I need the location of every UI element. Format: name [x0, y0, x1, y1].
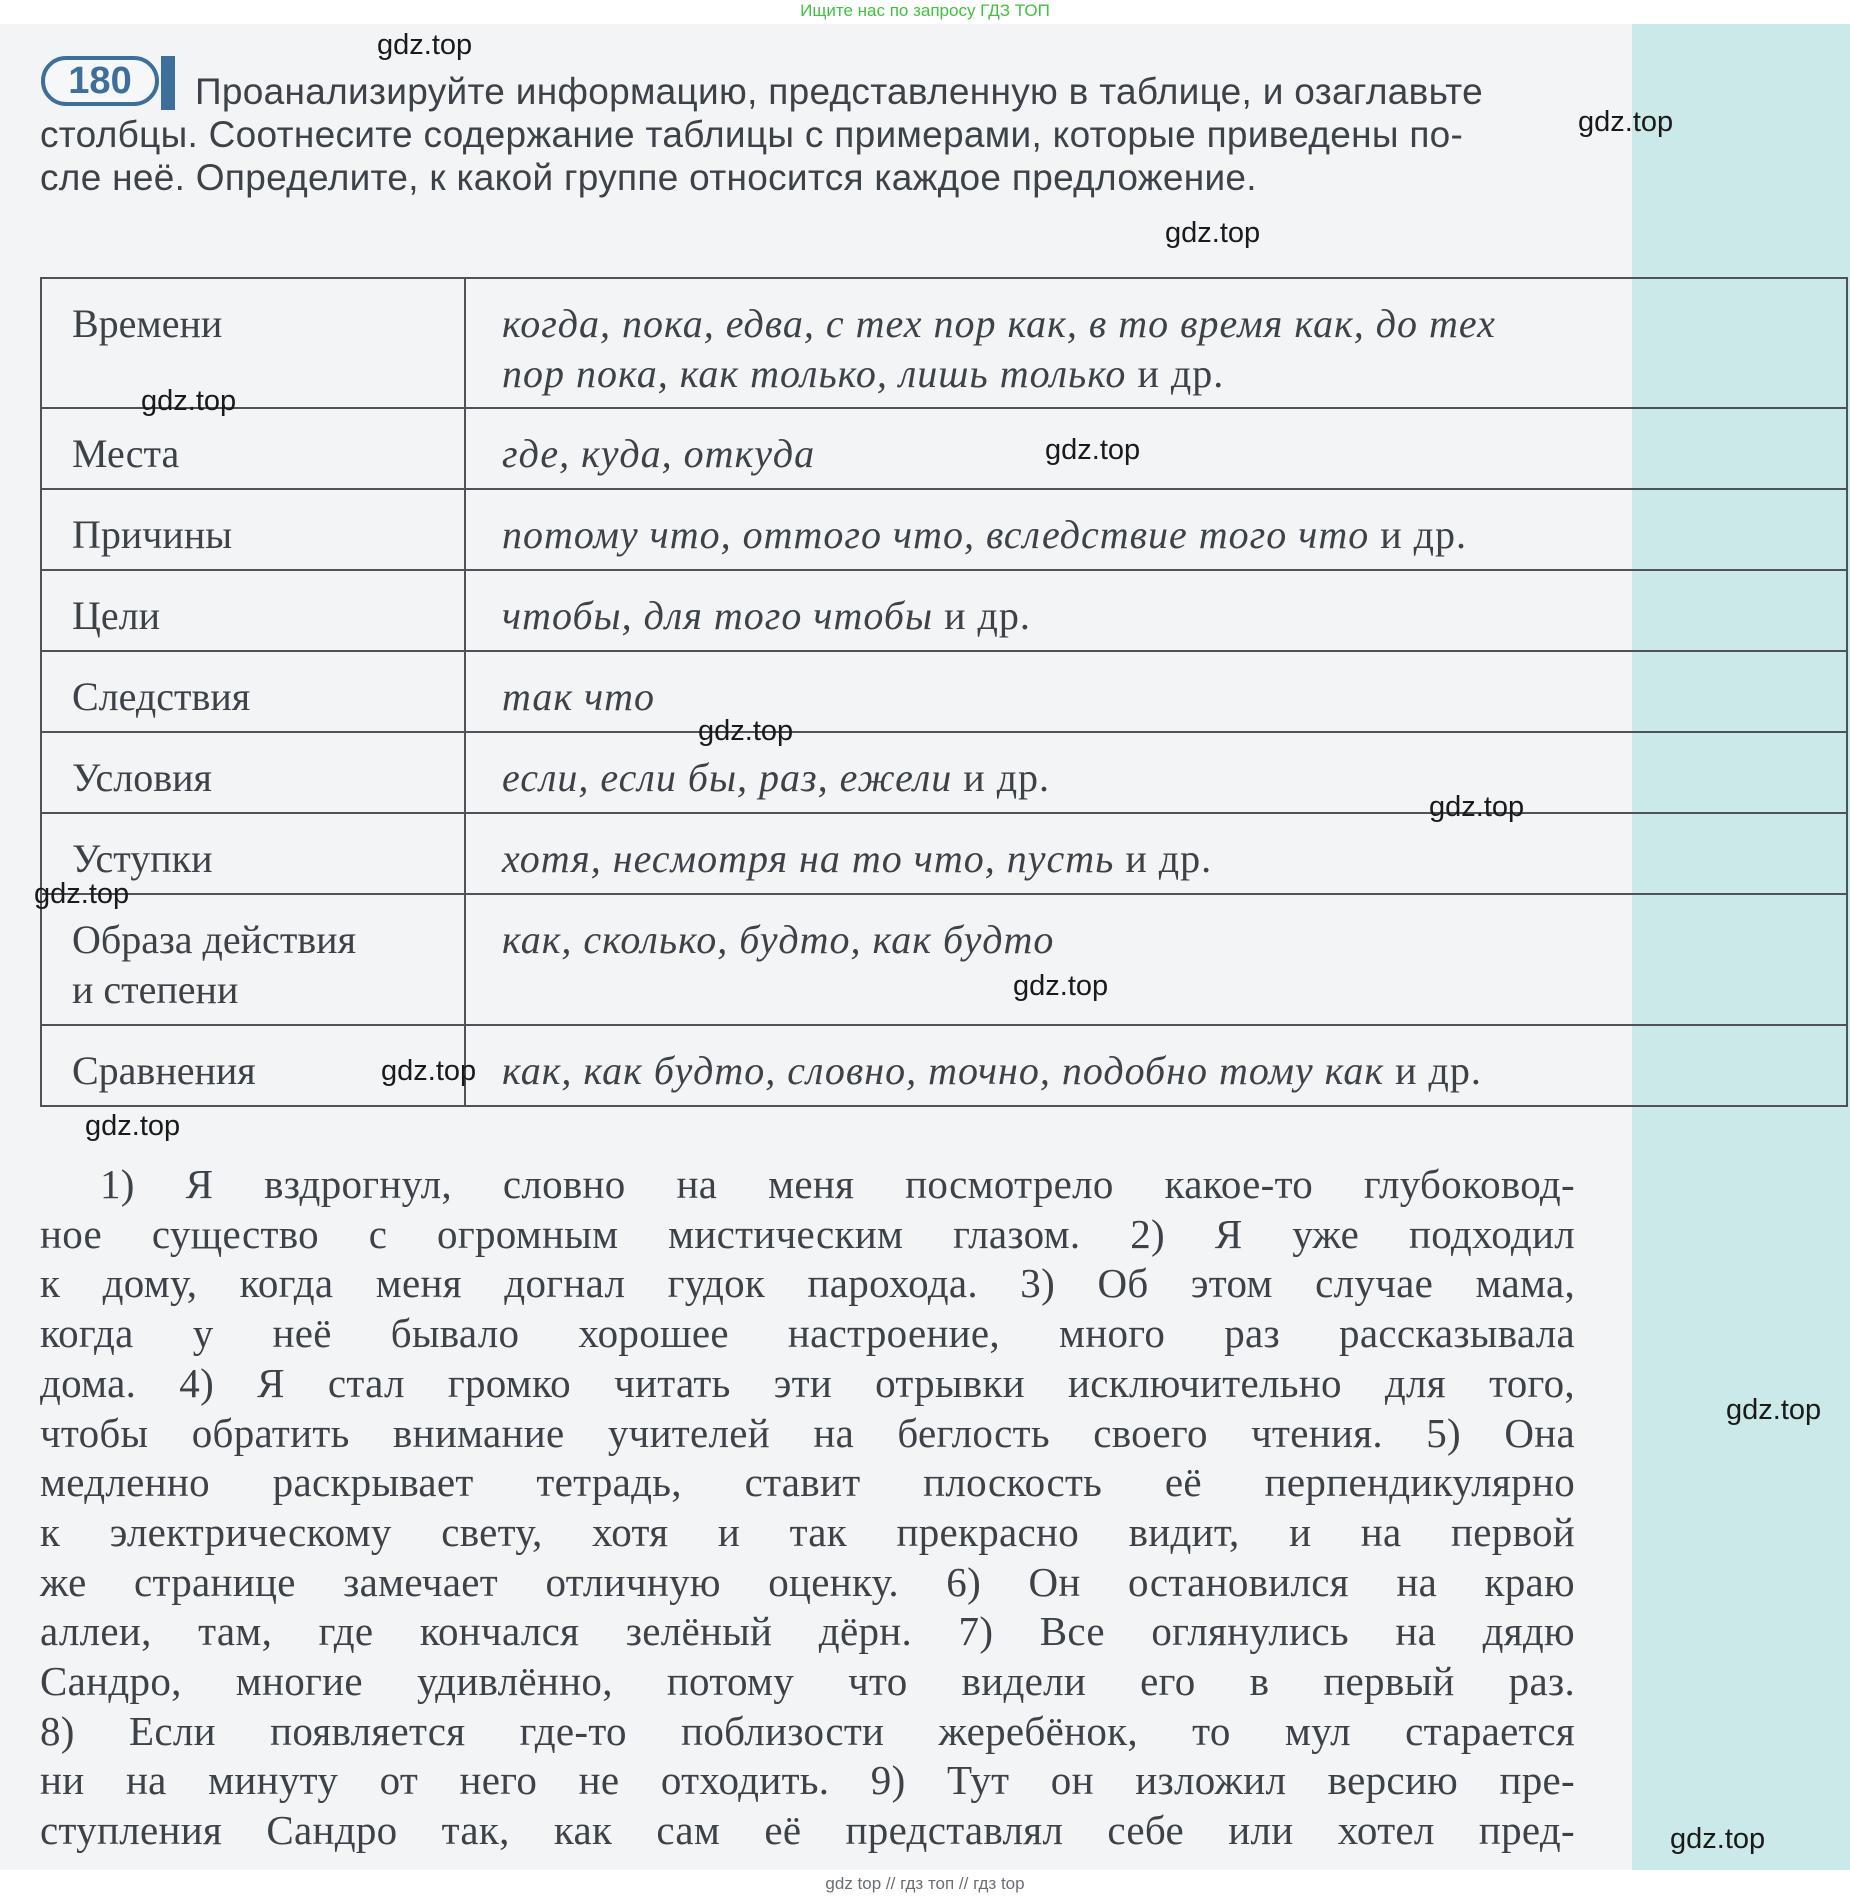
watermark: gdz.top: [377, 29, 473, 61]
table-row: [41, 1025, 1847, 1106]
passage-line: чтобы обратить внимание учителей на беглость своего чтения. 5) Она: [40, 1409, 1575, 1456]
examples-cell: чтобы, для того чтобы и др.: [465, 570, 1847, 651]
examples-cell: потому что, оттого что, вследствие того что и др.: [465, 489, 1847, 570]
instruction-line: сле неё. Определите, к какой группе относится каждое предложение.: [40, 157, 1257, 198]
watermark: gdz.top: [141, 385, 237, 417]
passage-line: медленно раскрывает тетрадь, ставит плоскость её перпендикулярно: [40, 1459, 1575, 1506]
category-cell: Следствия: [41, 651, 465, 732]
examples-cell: как, как будто, словно, точно, подобно тому как и др.: [465, 1025, 1847, 1106]
exercise-instruction: [40, 70, 1580, 199]
watermark: gdz.top: [1165, 217, 1261, 249]
passage-line: ное существо с огромным мистическим глазом. 2) Я уже подходил: [40, 1210, 1575, 1257]
passage-line: 1) Я вздрогнул, словно на меня посмотрело какое-то глубоковод-: [100, 1161, 1575, 1207]
passage-line: аллеи, там, где кончался зелёный дёрн. 7) Все оглянулись на дядю: [40, 1608, 1575, 1655]
watermark: gdz.top: [1726, 1394, 1822, 1426]
passage-line: к электрическому свету, хотя и так прекрасно видит, и на первой: [40, 1508, 1575, 1555]
table-row: [41, 489, 1847, 570]
watermark: gdz.top: [1045, 434, 1141, 466]
category-cell: Уступки: [41, 813, 465, 894]
passage-line: 8) Если появляется где-то поблизости жеребёнок, то мул старается: [40, 1707, 1575, 1754]
table-row: [41, 894, 1847, 1025]
conjunctions-table: [40, 277, 1848, 1107]
table-row: [41, 651, 1847, 732]
watermark: gdz.top: [1578, 106, 1674, 138]
watermark: gdz.top: [1670, 1823, 1766, 1855]
passage-line: дома. 4) Я стал громко читать эти отрывки исключительно для того,: [40, 1359, 1575, 1406]
footer-note: gdz top // гдз топ // гдз top: [825, 1874, 1025, 1893]
category-cell: Условия: [41, 732, 465, 813]
watermark: gdz.top: [85, 1110, 181, 1142]
example-sentences: [40, 1160, 1575, 1856]
watermark: gdz.top: [1013, 970, 1109, 1002]
examples-cell: так что: [465, 651, 1847, 732]
instruction-line: столбцы. Соотнесите содержание таблицы с примерами, которые приведены по-: [40, 114, 1464, 155]
table-row: [41, 408, 1847, 489]
table-row: [41, 732, 1847, 813]
header-note: Ищите нас по запросу ГДЗ ТОП: [800, 1, 1050, 20]
passage-line: когда у неё бывало хорошее настроение, много раз рассказывала: [40, 1310, 1575, 1357]
passage-line: Сандро, многие удивлённо, потому что видели его в первый раз.: [40, 1658, 1575, 1705]
watermark: gdz.top: [698, 715, 794, 747]
category-cell: Времени: [41, 278, 465, 408]
examples-cell: хотя, несмотря на то что, пусть и др.: [465, 813, 1847, 894]
passage-line: же странице замечает отличную оценку. 6) Он остановился на краю: [40, 1558, 1575, 1605]
exercise-number: 180: [68, 60, 132, 102]
watermark: gdz.top: [1429, 791, 1525, 823]
category-cell: Причины: [41, 489, 465, 570]
watermark: gdz.top: [34, 878, 130, 910]
examples-cell: где, куда, откуда: [465, 408, 1847, 489]
category-cell: Цели: [41, 570, 465, 651]
category-cell: Сравнения: [41, 1025, 465, 1106]
table-row: [41, 813, 1847, 894]
table-row: [41, 278, 1847, 408]
category-cell: Образа действия и степени: [41, 894, 465, 1025]
examples-cell: как, сколько, будто, как будто: [465, 894, 1847, 1025]
passage-line: ни на минуту от него не отходить. 9) Тут он изложил версию пре-: [40, 1757, 1575, 1804]
examples-cell: если, если бы, раз, ежели и др.: [465, 732, 1847, 813]
passage-line: к дому, когда меня догнал гудок парохода. 3) Об этом случае мама,: [40, 1260, 1575, 1307]
table-row: [41, 570, 1847, 651]
watermark: gdz.top: [381, 1055, 477, 1087]
category-cell: Места: [41, 408, 465, 489]
instruction-line: Проанализируйте информацию, представленную в таблице, и озаглавьте: [195, 71, 1483, 112]
examples-cell: когда, пока, едва, с тех пор как, в то время как, до тех пор пока, как только, лишь только и др.: [465, 278, 1847, 408]
passage-line: ступления Сандро так, как сам её представлял себе или хотел пред-: [40, 1807, 1575, 1854]
